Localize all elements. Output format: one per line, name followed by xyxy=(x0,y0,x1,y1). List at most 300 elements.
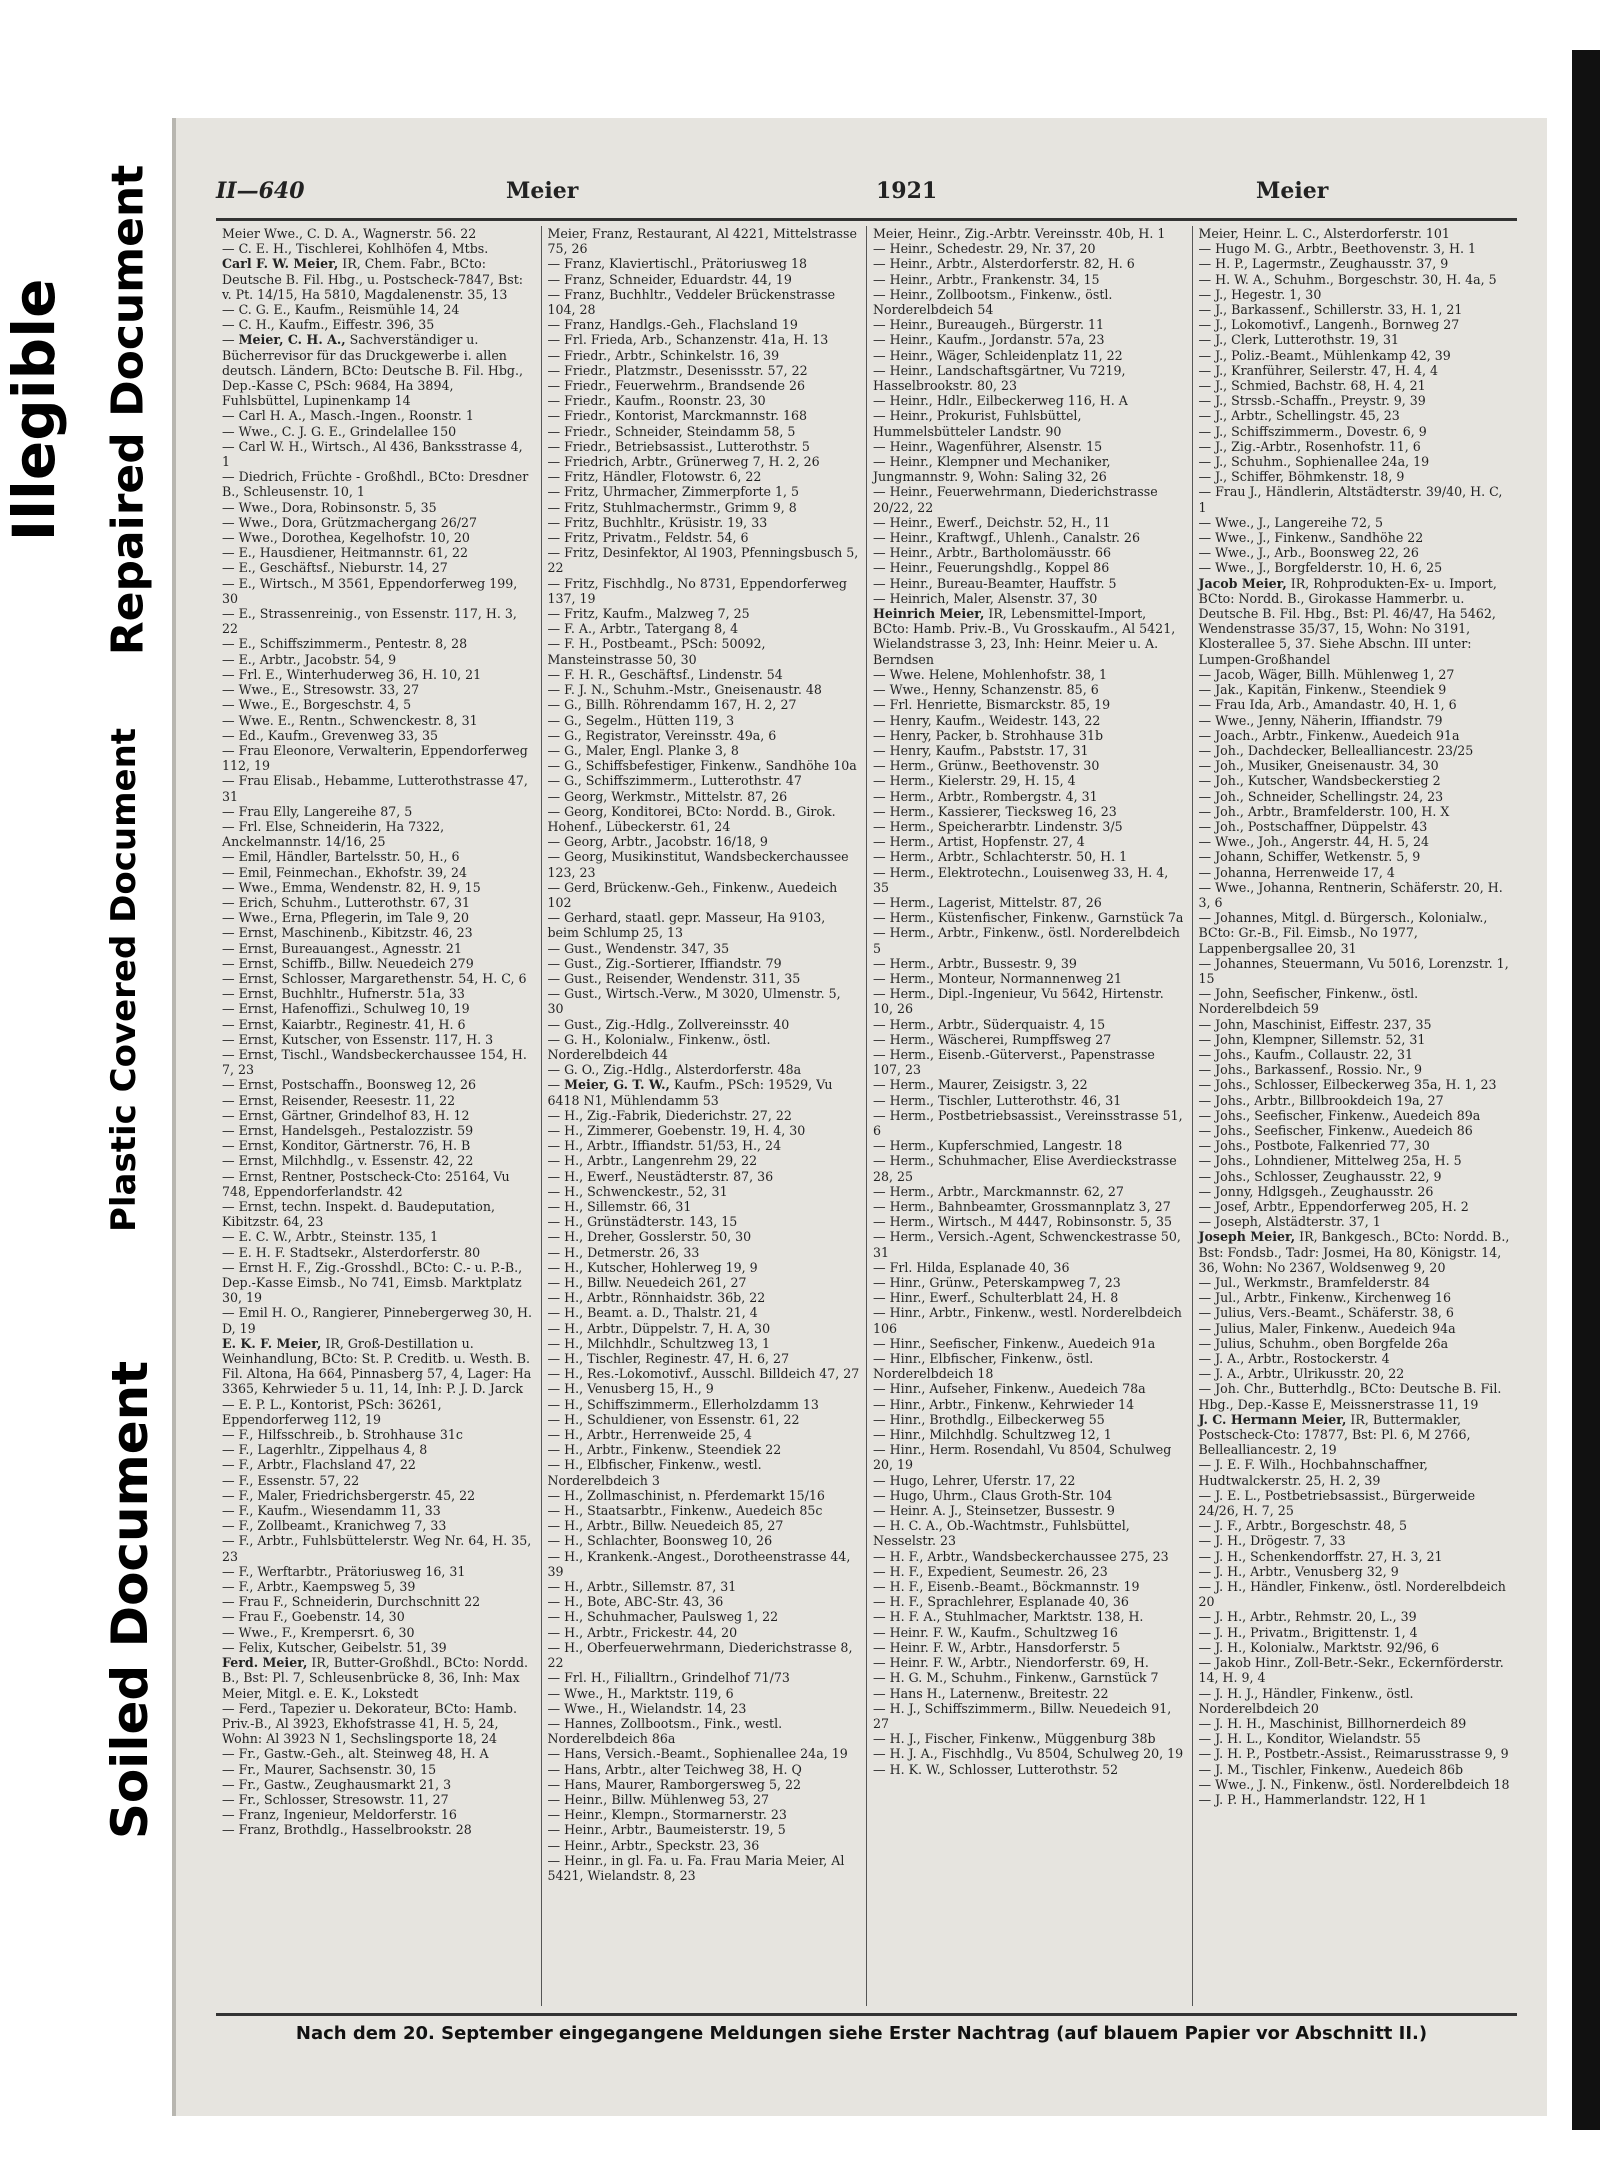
directory-entry: — E., Wirtsch., M 3561, Eppendorferweg 199, 30 xyxy=(222,575,518,606)
directory-entry: — Herm., Dipl.-Ingenieur, Vu 5642, Hirtenstr. 10, 26 xyxy=(873,986,1164,1017)
directory-entry: — H., Schiffszimmerm., Ellerholzdamm 13 xyxy=(547,1396,819,1412)
directory-entry: — Ernst, Postschaffn., Boonsweg 12, 26 xyxy=(222,1077,477,1093)
directory-entry: — Hugo, Uhrm., Claus Groth-Str. 104 xyxy=(873,1487,1113,1503)
header-name-right: Meier xyxy=(1256,178,1329,204)
directory-entry: — Joh., Arbtr., Bramfelderstr. 100, H. X xyxy=(1198,803,1450,819)
directory-entry: — Joh., Musiker, Gneisenaustr. 34, 30 xyxy=(1198,758,1439,774)
directory-entry: — Wwe. E., Rentn., Schwenckestr. 8, 31 xyxy=(222,712,478,728)
directory-entry: — H., Schlachter, Boonsweg 10, 26 xyxy=(547,1533,773,1549)
directory-entry: — Ernst, Konditor, Gärtnerstr. 76, H. B xyxy=(222,1138,471,1154)
directory-entry: — Hans, Versich.-Beamt., Sophienallee 24a, 19 xyxy=(547,1746,848,1762)
directory-entry: — Johs., Schlosser, Zeughausstr. 22, 9 xyxy=(1198,1168,1442,1184)
directory-entry: — H., Beamt. a. D., Thalstr. 21, 4 xyxy=(547,1305,758,1321)
directory-entry: — Heinr., Landschaftsgärtner, Vu 7219, Hasselbrookstr. 80, 23 xyxy=(873,362,1126,394)
directory-entry: — Jacob, Wäger, Billh. Mühlenweg 1, 27 xyxy=(1198,666,1455,682)
directory-entry: — Friedr., Betriebsassist., Lutterothstr. 5 xyxy=(547,438,810,454)
directory-entry: — Joh., Dachdecker, Bellealliancestr. 23/25 xyxy=(1198,742,1474,758)
directory-entry: — H. P., Lagermstr., Zeughausstr. 37, 9 xyxy=(1198,256,1449,272)
directory-entry: — Ernst, Tischl., Wandsbeckerchaussee 154, H. 7, 23 xyxy=(222,1046,527,1078)
directory-entry: — H. C. A., Ob.-Wachtmstr., Fuhlsbüttel, Nesselstr. 23 xyxy=(873,1518,1130,1549)
directory-entry: — H., Staatsarbtr., Finkenw., Auedeich 85c xyxy=(547,1503,823,1519)
directory-entry: — Ernst, Reisender, Reesestr. 11, 22 xyxy=(222,1092,456,1108)
directory-entry: Joseph Meier, IR, Bankgesch., BCto: Nordd. B., Bst: Fondsb., Tadr: Josmei, Ha 80, Königstr. 14, 36, Wohn: No 2367, Woldsenweg 9, 20 xyxy=(1198,1229,1510,1275)
directory-entry: — Ernst, Maschinenb., Kibitzstr. 46, 23 xyxy=(222,925,473,941)
directory-entry: — G., Segelm., Hütten 119, 3 xyxy=(547,712,735,728)
directory-entry: — Emil, Händler, Bartelsstr. 50, H., 6 xyxy=(222,849,460,865)
directory-entry: — Heinr., Wagenführer, Alsenstr. 15 xyxy=(873,438,1103,454)
directory-entry: — Heinr., Wäger, Schleidenplatz 11, 22 xyxy=(873,347,1123,363)
directory-entry: — H., Oberfeuerwehrmann, Diederichstrasse 8, 22 xyxy=(547,1639,853,1671)
directory-entry: — J., Hegestr. 1, 30 xyxy=(1198,286,1322,302)
directory-entry: — H., Zollmaschinist, n. Pferdemarkt 15/16 xyxy=(547,1487,825,1503)
directory-entry: — H., Dreher, Gosslerstr. 50, 30 xyxy=(547,1229,752,1245)
scan-edge-bar xyxy=(1572,50,1600,2130)
directory-entry: — G., Maler, Engl. Planke 3, 8 xyxy=(547,742,739,758)
directory-entry: — Franz, Brothdlg., Hasselbrookstr. 28 xyxy=(222,1822,472,1838)
directory-entry: — Gerd, Brückenw.-Geh., Finkenw., Auedeich 102 xyxy=(547,879,838,910)
directory-entry: — Jak., Kapitän, Finkenw., Steendiek 9 xyxy=(1198,682,1447,698)
directory-entry: — F. H. R., Geschäftsf., Lindenstr. 54 xyxy=(547,666,783,682)
directory-entry: — J. H., Privatm., Brigittenstr. 1, 4 xyxy=(1198,1624,1418,1640)
directory-entry: — Herm., Arbtr., Bussestr. 9, 39 xyxy=(873,955,1077,971)
directory-entry: Jacob Meier, IR, Rohprodukten-Ex- u. Import, BCto: Nordd. B., Girokasse Hammerbr. u. Deutsche B. Fil. Hbg., Bst: Pl. 46/47, Ha 5462, Wendenstrasse 35/37, 15, Wohn: No 3191, Klosterallee 5, 37. Siehe Abschn. III unter: Lumpen-Großhandel xyxy=(1198,575,1497,667)
directory-entry: — J., Schuhm., Sophienallee 24a, 19 xyxy=(1198,454,1430,470)
directory-entry: — Herm., Monteur, Normannenweg 21 xyxy=(873,970,1123,986)
directory-entry: — Gust., Zig.-Hdlg., Zollvereinsstr. 40 xyxy=(547,1016,790,1032)
directory-entry: — H. J. A., Fischhdlg., Vu 8504, Schulweg 20, 19 xyxy=(873,1746,1184,1762)
directory-entry: — Hinr., Milchhdlg. Schultzweg 12, 1 xyxy=(873,1427,1112,1443)
directory-entry: — H., Arbtr., Iffiandstr. 51/53, H., 24 xyxy=(547,1138,782,1154)
directory-entry: — Heinr., Feuerwehrmann, Diederichstrasse 20/22, 22 xyxy=(873,484,1158,515)
directory-entry: — Hinr., Ewerf., Schulterblatt 24, H. 8 xyxy=(873,1290,1119,1306)
directory-entry: — J., Arbtr., Schellingstr. 45, 23 xyxy=(1198,408,1400,424)
header-rule xyxy=(216,218,1517,221)
directory-entry: — J., Schmied, Bachstr. 68, H. 4, 21 xyxy=(1198,378,1426,394)
directory-entry: — Wwe., Erna, Pflegerin, im Tale 9, 20 xyxy=(222,910,470,926)
directory-entry: — J. H., Drögestr. 7, 33 xyxy=(1198,1533,1346,1549)
directory-entry: — Hans H., Laternenw., Breitestr. 22 xyxy=(873,1685,1109,1701)
directory-entry: J. C. Hermann Meier, IR, Buttermakler, Postscheck-Cto: 17877, Bst: Pl. 6, M 2766, Bellealliancestr. 2, 19 xyxy=(1198,1411,1471,1458)
directory-entry: — Herm., Küstenfischer, Finkenw., Garnstück 7a xyxy=(873,910,1184,926)
directory-entry: — C. E. H., Tischlerei, Kohlhöfen 4, Mtbs. xyxy=(222,241,489,257)
directory-entry: — Hinr., Brothdlg., Eilbeckerweg 55 xyxy=(873,1411,1105,1427)
directory-entry: — Frl. Else, Schneiderin, Ha 7322, Anckelmannstr. 14/16, 25 xyxy=(222,818,445,850)
directory-entry: — John, Maschinist, Eiffestr. 237, 35 xyxy=(1198,1016,1432,1032)
directory-entry: — Herm., Versich.-Agent, Schwenckestrasse 50, 31 xyxy=(873,1229,1181,1260)
directory-entry: — Fritz, Desinfektor, Al 1903, Pfenningsbusch 5, 22 xyxy=(547,545,859,576)
directory-entry: — Erich, Schuhm., Lutterothstr. 67, 31 xyxy=(222,894,471,910)
directory-entry: — Frau F., Schneiderin, Durchschnitt 22 xyxy=(222,1594,481,1610)
directory-entry: — J. A., Arbtr., Ulrikusstr. 20, 22 xyxy=(1198,1366,1405,1382)
directory-entry: — Heinr. F. W., Arbtr., Hansdorferstr. 5 xyxy=(873,1639,1121,1655)
directory-entry: — Gust., Wendenstr. 347, 35 xyxy=(547,940,730,956)
directory-entry: — Heinr., Kraftwgf., Uhlenh., Canalstr. 26 xyxy=(873,530,1140,546)
directory-entry: — Heinr., Hdlr., Eilbeckerweg 116, H. A xyxy=(873,393,1128,409)
directory-entry: — Johs., Arbtr., Billbrookdeich 19a, 27 xyxy=(1198,1092,1444,1108)
directory-entry: — Wwe., Dora, Robinsonstr. 5, 35 xyxy=(222,499,437,515)
directory-entry: — J., Schiffer, Böhmkenstr. 18, 9 xyxy=(1198,469,1405,485)
directory-entry: — Wwe., Henny, Schanzenstr. 85, 6 xyxy=(873,682,1099,698)
directory-entry: Heinrich Meier, IR, Lebensmittel-Import, BCto: Hamb. Priv.-B., Vu Grosskaufm., Al 5421, Wielandstrasse 3, 23, Inh: Heinr. Meier u. A. Berndsen xyxy=(873,606,1176,667)
directory-entry: Meier, Heinr. L. C., Alsterdorferstr. 101 xyxy=(1198,226,1450,241)
directory-entry: — Herm., Artist, Hopfenstr. 27, 4 xyxy=(873,834,1085,850)
page-number: II—640 xyxy=(216,178,305,204)
directory-entry: — E. H. F. Stadtsekr., Alsterdorferstr. 80 xyxy=(222,1244,481,1260)
directory-entry: — Frau Ida, Arb., Amandastr. 40, H. 1, 6 xyxy=(1198,697,1457,713)
directory-entry: — Frl. Henriette, Bismarckstr. 85, 19 xyxy=(873,697,1111,713)
directory-entry: — Fritz, Uhrmacher, Zimmerpforte 1, 5 xyxy=(547,484,800,500)
directory-entry: — H., Arbtr., Rönnhaidstr. 36b, 22 xyxy=(547,1290,766,1306)
directory-entry: — Friedr., Feuerwehrm., Brandsende 26 xyxy=(547,378,805,394)
header-name-left: Meier xyxy=(506,178,579,204)
directory-entry: — Johs., Lohndiener, Mittelweg 25a, H. 5 xyxy=(1198,1153,1462,1169)
directory-entry: Meier, Franz, Restaurant, Al 4221, Mittelstrasse 75, 26 xyxy=(547,226,857,257)
entry-columns xyxy=(216,226,1517,2006)
directory-entry: — H. F., Arbtr., Wandsbeckerchaussee 275, 23 xyxy=(873,1548,1169,1564)
directory-entry: — H., Zimmerer, Goebenstr. 19, H. 4, 30 xyxy=(547,1122,806,1138)
directory-entry: — J. H. P., Postbetr.-Assist., Reimarusstrasse 9, 9 xyxy=(1198,1746,1509,1762)
directory-entry: — J., Poliz.-Beamt., Mühlenkamp 42, 39 xyxy=(1198,347,1451,363)
directory-entry: — Ernst, Hafenoffizi., Schulweg 10, 19 xyxy=(222,1001,470,1017)
directory-entry: — Herm., Wirtsch., M 4447, Robinsonstr. 5, 35 xyxy=(873,1214,1173,1230)
directory-entry: — Herm., Wäscherei, Rumpffsweg 27 xyxy=(873,1031,1112,1047)
directory-entry: — Hinr., Aufseher, Finkenw., Auedeich 78a xyxy=(873,1381,1146,1397)
directory-entry: — Ferd., Tapezier u. Dekorateur, BCto: Hamb. Priv.-B., Al 3923, Ekhofstrasse 41, H. 5, 24, Wohn: Al 3923 N 1, Sechslingsporte 18, 24 xyxy=(222,1700,517,1747)
directory-entry: — F. A., Arbtr., Tatergang 8, 4 xyxy=(547,621,739,637)
directory-entry: — H. F. A., Stuhlmacher, Marktstr. 138, H. xyxy=(873,1609,1144,1625)
directory-entry: — H., Arbtr., Herrenweide 25, 4 xyxy=(547,1427,752,1443)
directory-entry: — Emil H. O., Rangierer, Pinnebergerweg 30, H. D, 19 xyxy=(222,1305,532,1336)
directory-entry: — Joh., Schneider, Schellingstr. 24, 23 xyxy=(1198,788,1444,804)
directory-entry: — Herm., Lagerist, Mittelstr. 87, 26 xyxy=(873,894,1102,910)
directory-entry: — Georg, Werkmstr., Mittelstr. 87, 26 xyxy=(547,788,788,804)
directory-entry: — Wwe., J., Finkenw., Sandhöhe 22 xyxy=(1198,530,1424,546)
directory-entry: — F., Essenstr. 57, 22 xyxy=(222,1472,360,1488)
directory-entry: — H. F., Sprachlehrer, Esplanade 40, 36 xyxy=(873,1594,1129,1610)
directory-entry: — J. H. L., Konditor, Wielandstr. 55 xyxy=(1198,1731,1421,1747)
directory-entry: — Ernst, Kutscher, von Essenstr. 117, H. 3 xyxy=(222,1031,494,1047)
directory-entry: — F., Werftarbtr., Prätoriusweg 16, 31 xyxy=(222,1563,466,1579)
directory-entry: — E. P. L., Kontorist, PSch: 36261, Eppendorferweg 112, 19 xyxy=(222,1396,442,1427)
directory-entry: — H., Billw. Neuedeich 261, 27 xyxy=(547,1275,747,1291)
directory-entry: — Herm., Arbtr., Finkenw., östl. Norderelbdeich 5 xyxy=(873,925,1180,956)
directory-entry: — Joseph, Alstädterstr. 37, 1 xyxy=(1198,1214,1381,1230)
directory-entry: — Carl H. A., Masch.-Ingen., Roonstr. 1 xyxy=(222,408,474,424)
directory-entry: — H., Arbtr., Sillemstr. 87, 31 xyxy=(547,1579,737,1595)
directory-entry: — F., Hilfsschreib., b. Strohhause 31c xyxy=(222,1427,463,1443)
directory-entry: — E., Schiffszimmerm., Pentestr. 8, 28 xyxy=(222,636,468,652)
directory-entry: — Julius, Maler, Finkenw., Auedeich 94a xyxy=(1198,1320,1456,1336)
directory-entry: — G., Billh. Röhrendamm 167, H. 2, 27 xyxy=(547,697,797,713)
directory-entry: — Heinr., Arbtr., Speckstr. 23, 36 xyxy=(547,1837,760,1853)
directory-entry: — Jul., Arbtr., Finkenw., Kirchenweg 16 xyxy=(1198,1290,1452,1306)
label-soiled-document: Soiled Document xyxy=(101,1360,159,1840)
directory-entry: — H., Elbfischer, Finkenw., westl. Norderelbdeich 3 xyxy=(547,1457,762,1488)
label-plastic-covered-document: Plastic Covered Document xyxy=(104,727,144,1233)
directory-entry: — Josef, Arbtr., Eppendorferweg 205, H. 2 xyxy=(1198,1199,1469,1214)
directory-entry: — J., Schiffszimmerm., Dovestr. 6, 9 xyxy=(1198,423,1427,439)
directory-entry: — Joh. Chr., Butterhdlg., BCto: Deutsche B. Fil. Hbg., Dep.-Kasse E, Meissnerstrasse 11, 19 xyxy=(1198,1381,1502,1412)
directory-entry: — Heinr., Arbtr., Baumeisterstr. 19, 5 xyxy=(547,1822,786,1838)
column-2 xyxy=(542,226,868,2006)
directory-entry: — E., Arbtr., Jacobstr. 54, 9 xyxy=(222,651,397,667)
directory-entry: — Carl W. H., Wirtsch., Al 436, Banksstrasse 4, 1 xyxy=(222,438,523,470)
directory-entry: — Johs., Barkassenf., Rossio. Nr., 9 xyxy=(1198,1062,1423,1078)
directory-entry: — Heinr., Bureaugeh., Bürgerstr. 11 xyxy=(873,317,1105,333)
label-repaired-document: Repaired Document xyxy=(102,164,154,656)
directory-entry: — H. F., Eisenb.-Beamt., Böckmannstr. 19 xyxy=(873,1579,1140,1595)
directory-entry: — Johann, Schiffer, Wetkenstr. 5, 9 xyxy=(1198,849,1421,865)
directory-entry: — Friedr., Arbtr., Schinkelstr. 16, 39 xyxy=(547,347,780,363)
directory-entry: — Heinr., Arbtr., Frankenstr. 34, 15 xyxy=(873,271,1100,287)
header-year: 1921 xyxy=(876,178,938,204)
directory-entry: — E., Strassenreinig., von Essenstr. 117, H. 3, 22 xyxy=(222,606,517,637)
directory-entry: — Ernst, Schlosser, Margarethenstr. 54, H. C, 6 xyxy=(222,970,527,986)
directory-entry: — Georg, Arbtr., Jacobstr. 16/18, 9 xyxy=(547,834,768,850)
directory-entry: — Johs., Schlosser, Eilbeckerweg 35a, H. 1, 23 xyxy=(1198,1077,1497,1093)
directory-entry: — Heinr., Schedestr. 29, Nr. 37, 20 xyxy=(873,241,1096,257)
label-illegible: Illegible xyxy=(0,278,68,542)
directory-entry: — Frau Elly, Langereihe 87, 5 xyxy=(222,803,413,819)
directory-entry: — H. G. M., Schuhm., Finkenw., Garnstück 7 xyxy=(873,1670,1159,1686)
directory-entry: — Fritz, Kaufm., Malzweg 7, 25 xyxy=(547,606,750,622)
directory-entry: Meier Wwe., C. D. A., Wagnerstr. 56. 22 xyxy=(222,226,477,241)
directory-entry: — H., Ewerf., Neustädterstr. 87, 36 xyxy=(547,1168,774,1184)
directory-entry: — Julius, Schuhm., oben Borgfelde 26a xyxy=(1198,1335,1449,1351)
directory-entry: — Wwe., Emma, Wendenstr. 82, H. 9, 15 xyxy=(222,879,481,895)
directory-entry: — Heinrich, Maler, Alsenstr. 37, 30 xyxy=(873,590,1098,606)
directory-entry: — Herm., Grünw., Beethovenstr. 30 xyxy=(873,758,1100,774)
directory-entry: — G. H., Kolonialw., Finkenw., östl. Norderelbdeich 44 xyxy=(547,1031,771,1062)
directory-entry: — Frl. E., Winterhuderweg 36, H. 10, 21 xyxy=(222,666,482,682)
directory-entry: — H., Krankenk.-Angest., Dorotheenstrasse 44, 39 xyxy=(547,1548,851,1579)
column-3 xyxy=(867,226,1193,2006)
directory-entry: — J., Kranführer, Seilerstr. 47, H. 4, 4 xyxy=(1198,362,1439,378)
directory-entry: — H., Detmerstr. 26, 33 xyxy=(547,1244,700,1260)
directory-entry: — Wwe., E., Stresowstr. 33, 27 xyxy=(222,682,420,698)
directory-entry: — Hans, Arbtr., alter Teichweg 38, H. Q xyxy=(547,1761,802,1777)
directory-entry: — Heinr., Ewerf., Deichstr. 52, H., 11 xyxy=(873,514,1111,530)
directory-entry: — H., Arbtr., Frickestr. 44, 20 xyxy=(547,1624,738,1640)
directory-entry: — Ernst, Buchhltr., Hufnerstr. 51a, 33 xyxy=(222,986,465,1002)
directory-entry: — H., Tischler, Reginestr. 47, H. 6, 27 xyxy=(547,1351,790,1367)
directory-entry: — Herm., Kassierer, Tiecksweg 16, 23 xyxy=(873,803,1117,819)
directory-entry: — J. E. L., Postbetriebsassist., Bürgerweide 24/26, H. 7, 25 xyxy=(1198,1487,1476,1519)
directory-entry: — H., Sillemstr. 66, 31 xyxy=(547,1199,692,1214)
directory-entry: — Georg, Musikinstitut, Wandsbeckerchaussee 123, 23 xyxy=(547,849,849,880)
directory-entry: — H., Arbtr., Düppelstr. 7, H. A, 30 xyxy=(547,1320,771,1336)
directory-entry: — Diedrich, Früchte - Großhdl., BCto: Dresdner B., Schleusenstr. 10, 1 xyxy=(222,469,529,500)
directory-entry: — Heinr., Kaufm., Jordanstr. 57a, 23 xyxy=(873,332,1105,348)
directory-entry: — Joach., Arbtr., Finkenw., Auedeich 91a xyxy=(1198,727,1460,743)
directory-entry: — Herm., Arbtr., Marckmannstr. 62, 27 xyxy=(873,1183,1124,1199)
directory-entry: — Emil, Feinmechan., Ekhofstr. 39, 24 xyxy=(222,864,468,880)
directory-entry: — Franz, Ingenieur, Meldorferstr. 16 xyxy=(222,1807,457,1823)
directory-entry: — H., Arbtr., Langenrehm 29, 22 xyxy=(547,1153,758,1169)
directory-entry: — Ernst, techn. Inspekt. d. Baudeputation, Kibitzstr. 64, 23 xyxy=(222,1199,495,1230)
directory-entry: — Herm., Arbtr., Schlachterstr. 50, H. 1 xyxy=(873,849,1128,865)
directory-entry: — Meier, C. H. A., Sachverständiger u. Bücherrevisor für das Druckgewerbe i. allen deutsch. Ländern, BCto: Deutsche B. Fil. Hbg., Dep.-Kasse C, PSch: 9684, Ha 3894, Fuhlsbüttel, Lupinenkamp 14 xyxy=(222,332,523,409)
directory-entry: — H. F., Expedient, Seumestr. 26, 23 xyxy=(873,1563,1108,1579)
directory-entry: — Hinr., Arbtr., Finkenw., westl. Norderelbdeich 106 xyxy=(873,1305,1182,1336)
directory-entry: — Gust., Zig.-Sortierer, Iffiandstr. 79 xyxy=(547,955,782,971)
directory-entry: — Wwe., H., Marktstr. 119, 6 xyxy=(547,1685,734,1701)
directory-entry: — Heinr., Prokurist, Fuhlsbüttel, Hummelsbütteler Landstr. 90 xyxy=(873,408,1082,439)
directory-entry: — Ernst, Handelsgeh., Pestalozzistr. 59 xyxy=(222,1122,474,1138)
page-header xyxy=(216,178,1517,214)
directory-entry: — Wwe. Helene, Mohlenhofstr. 38, 1 xyxy=(873,666,1108,682)
directory-entry: — J. A., Arbtr., Rostockerstr. 4 xyxy=(1198,1351,1390,1367)
directory-entry: — E., Geschäftsf., Nieburstr. 14, 27 xyxy=(222,560,448,576)
directory-entry: — Friedr., Schneider, Steindamm 58, 5 xyxy=(547,423,796,439)
directory-entry: — F. J. N., Schuhm.-Mstr., Gneisenaustr. 48 xyxy=(547,682,822,698)
directory-entry: — F., Arbtr., Flachsland 47, 22 xyxy=(222,1457,416,1473)
directory-entry: — J. H., Arbtr., Venusberg 32, 9 xyxy=(1198,1563,1399,1579)
directory-entry: — H. K. W., Schlosser, Lutterothstr. 52 xyxy=(873,1761,1119,1777)
directory-entry: — Heinr., Billw. Mühlenweg 53, 27 xyxy=(547,1791,770,1807)
directory-entry: — Heinr., Feuerungshdlg., Koppel 86 xyxy=(873,560,1110,576)
directory-entry: — Hugo M. G., Arbtr., Beethovenstr. 3, H. 1 xyxy=(1198,241,1477,257)
directory-entry: — Jakob Hinr., Zoll-Betr.-Sekr., Eckernförderstr. 14, H. 9, 4 xyxy=(1198,1655,1504,1686)
directory-entry: — Frl. Frieda, Arb., Schanzenstr. 41a, H. 13 xyxy=(547,332,829,348)
directory-entry: — C. G. E., Kaufm., Reismühle 14, 24 xyxy=(222,302,460,318)
directory-entry: — J., Barkassenf., Schillerstr. 33, H. 1, 21 xyxy=(1198,302,1463,318)
directory-entry: — F., Zollbeamt., Kranichweg 7, 33 xyxy=(222,1518,447,1534)
directory-entry: — Fr., Maurer, Sachsenstr. 30, 15 xyxy=(222,1761,437,1777)
directory-entry: — F., Kaufm., Wiesendamm 11, 33 xyxy=(222,1503,441,1519)
directory-entry: — J. H., Arbtr., Rehmstr. 20, L., 39 xyxy=(1198,1609,1417,1625)
directory-entry: — Wwe., C. J. G. E., Grindelallee 150 xyxy=(222,423,457,439)
directory-entry: — Frl. Hilda, Esplanade 40, 36 xyxy=(873,1259,1070,1275)
directory-entry: — Heinr., Klempn., Stormarnerstr. 23 xyxy=(547,1807,787,1823)
directory-entry: — J., Zig.-Arbtr., Rosenhofstr. 11, 6 xyxy=(1198,438,1421,454)
directory-entry: — Herm., Elektrotechn., Louisenweg 33, H. 4, 35 xyxy=(873,864,1169,895)
directory-entry: — Ernst, Schiffb., Billw. Neuedeich 279 xyxy=(222,955,474,971)
directory-entry: — H., Schuhmacher, Paulsweg 1, 22 xyxy=(547,1609,779,1625)
directory-entry: — H. W. A., Schuhm., Borgeschstr. 30, H. 4a, 5 xyxy=(1198,271,1497,287)
directory-entry: — G., Registrator, Vereinsstr. 49a, 6 xyxy=(547,727,777,743)
directory-entry: — Wwe., F., Krempersrt. 6, 30 xyxy=(222,1624,415,1640)
directory-entry: — H., Schwenckestr., 52, 31 xyxy=(547,1183,728,1199)
directory-entry: — Fritz, Händler, Flotowstr. 6, 22 xyxy=(547,469,762,485)
directory-entry: — J. F., Arbtr., Borgeschstr. 48, 5 xyxy=(1198,1518,1408,1534)
directory-entry: — Hinr., Herm. Rosendahl, Vu 8504, Schulweg 20, 19 xyxy=(873,1442,1172,1473)
directory-entry: — Wwe., Jenny, Näherin, Iffiandstr. 79 xyxy=(1198,712,1443,728)
directory-entry: — Heinr. F. W., Kaufm., Schultzweg 16 xyxy=(873,1624,1118,1640)
directory-entry: — Wwe., Joh., Angerstr. 44, H. 5, 24 xyxy=(1198,834,1430,850)
directory-entry: — Wwe., Dorothea, Kegelhofstr. 10, 20 xyxy=(222,530,470,546)
directory-entry: — J., Lokomotivf., Langenh., Bornweg 27 xyxy=(1198,317,1460,333)
directory-entry: — Heinr. F. W., Arbtr., Niendorferstr. 69, H. xyxy=(873,1655,1149,1671)
directory-entry: Meier, Heinr., Zig.-Arbtr. Vereinsstr. 40b, H. 1 xyxy=(873,226,1166,241)
directory-entry: — J. H., Schenkendorffstr. 27, H. 3, 21 xyxy=(1198,1548,1443,1564)
directory-entry: — H., Grünstädterstr. 143, 15 xyxy=(547,1214,738,1230)
directory-entry: — Herm., Tischler, Lutterothstr. 46, 31 xyxy=(873,1092,1122,1108)
directory-entry: — Heinr., Arbtr., Bartholomäusstr. 66 xyxy=(873,545,1112,561)
directory-entry: — John, Klempner, Sillemstr. 52, 31 xyxy=(1198,1031,1426,1047)
directory-entry: Carl F. W. Meier, IR, Chem. Fabr., BCto: Deutsche B. Fil. Hbg., u. Postscheck-7847, Bst: v. Pt. 14/15, Ha 5810, Magdalenenstr. 35, 13 xyxy=(222,256,524,302)
directory-entry: — Henry, Packer, b. Strohhause 31b xyxy=(873,727,1104,743)
directory-entry: — Herm., Kielerstr. 29, H. 15, 4 xyxy=(873,773,1076,789)
directory-entry: — Heinr., Bureau-Beamter, Hauffstr. 5 xyxy=(873,575,1117,591)
directory-entry: — J., Clerk, Lutterothstr. 19, 31 xyxy=(1198,332,1399,348)
directory-entry: — Wwe., Dora, Grützmachergang 26/27 xyxy=(222,514,478,530)
directory-entry: — Gust., Wirtsch.-Verw., M 3020, Ulmenstr. 5, 30 xyxy=(547,986,841,1017)
directory-entry: — Heinr., in gl. Fa. u. Fa. Frau Maria Meier, Al 5421, Wielandstr. 8, 23 xyxy=(547,1852,845,1883)
directory-entry: — Heinr., Klempner und Mechaniker, Jungmannstr. 9, Wohn: Saling 32, 26 xyxy=(873,454,1111,485)
directory-entry: — Wwe., H., Wielandstr. 14, 23 xyxy=(547,1700,747,1716)
directory-entry: — Franz, Klaviertischl., Prätoriusweg 18 xyxy=(547,256,808,272)
directory-entry: — Meier, G. T. W., Kaufm., PSch: 19529, Vu 6418 N1, Mühlendamm 53 xyxy=(547,1077,833,1108)
directory-entry: — G., Schiffsbefestiger, Finkenw., Sandhöhe 10a xyxy=(547,758,857,774)
directory-entry: — Heinr. A. J., Steinsetzer, Bussestr. 9 xyxy=(873,1503,1115,1519)
directory-entry: — Ernst, Milchhdlg., v. Essenstr. 42, 22 xyxy=(222,1153,474,1169)
directory-entry: — G. O., Zig.-Hdlg., Alsterdorferstr. 48a xyxy=(547,1062,802,1078)
side-labels xyxy=(0,0,170,2177)
directory-entry: E. K. F. Meier, IR, Groß-Destillation u. Weinhandlung, BCto: St. P. Creditb. u. Westh. B. Fil. Altona, Ha 664, Pinnasberg 57, 4, Lager: Ha 3365, Kehrwieder 5 u. 11, 14, Inh: P. J. D. Jarck xyxy=(222,1335,532,1397)
directory-entry: — Johannes, Mitgl. d. Bürgersch., Kolonialw., BCto: Gr.-B., Fil. Eimsb., No 1977, Lappenbergsallee 20, 31 xyxy=(1198,910,1488,956)
directory-entry: — H., Venusberg 15, H., 9 xyxy=(547,1381,714,1397)
directory-entry: — Herm., Bahnbeamter, Grossmannplatz 3, 27 xyxy=(873,1199,1171,1214)
directory-entry: — Ernst H. F., Zig.-Grosshdl., BCto: C.- u. P.-B., Dep.-Kasse Eimsb., No 741, Eimsb. Marktplatz 30, 19 xyxy=(222,1259,523,1306)
directory-entry: — Wwe., J., Arb., Boonsweg 22, 26 xyxy=(1198,545,1419,561)
directory-entry: — Franz, Schneider, Eduardstr. 44, 19 xyxy=(547,271,792,287)
directory-entry: — H., Milchhdlr., Schultzweg 13, 1 xyxy=(547,1335,771,1351)
directory-entry: — J., Strssb.-Schaffn., Preystr. 9, 39 xyxy=(1198,393,1426,409)
directory-entry: — Herm., Arbtr., Rombergstr. 4, 31 xyxy=(873,788,1098,804)
directory-entry: — Herm., Speicherarbtr. Lindenstr. 3/5 xyxy=(873,818,1123,834)
directory-entry: — Georg, Konditorei, BCto: Nordd. B., Girok. Hohenf., Lübeckerstr. 61, 24 xyxy=(547,803,836,834)
directory-entry: — Hannes, Zollbootsm., Fink., westl. Norderelbdeich 86a xyxy=(547,1715,783,1747)
directory-entry: — Hinr., Arbtr., Finkenw., Kehrwieder 14 xyxy=(873,1396,1135,1412)
directory-entry: — Jul., Werkmstr., Bramfelderstr. 84 xyxy=(1198,1275,1431,1291)
directory-entry: — Gerhard, staatl. gepr. Masseur, Ha 9103, beim Schlump 25, 13 xyxy=(547,910,826,941)
directory-entry: — Frau J., Händlerin, Altstädterstr. 39/40, H. C, 1 xyxy=(1198,484,1503,515)
directory-entry: — J. H. J., Händler, Finkenw., östl. Norderelbdeich 20 xyxy=(1198,1685,1414,1716)
directory-entry: — F., Arbtr., Kaempsweg 5, 39 xyxy=(222,1579,416,1595)
directory-entry: — Fritz, Buchhltr., Krüsistr. 19, 33 xyxy=(547,514,768,530)
directory-entry: — F., Lagerhltr., Zippelhaus 4, 8 xyxy=(222,1442,428,1458)
footer-note: Nach dem 20. September eingegangene Meldungen siehe Erster Nachtrag (auf blauem Papier vor Abschnitt II.) xyxy=(295,2023,1428,2044)
directory-entry: — Friedr., Kontorist, Marckmannstr. 168 xyxy=(547,408,808,424)
directory-entry: — H., Kutscher, Hohlerweg 19, 9 xyxy=(547,1259,758,1275)
directory-entry: — Hans, Maurer, Ramborgersweg 5, 22 xyxy=(547,1776,802,1792)
directory-entry: — Fritz, Privatm., Feldstr. 54, 6 xyxy=(547,530,749,546)
directory-entry: — Fr., Schlosser, Stresowstr. 11, 27 xyxy=(222,1791,449,1807)
directory-entry: — C. H., Kaufm., Eiffestr. 396, 35 xyxy=(222,317,435,333)
directory-entry: — Ernst, Rentner, Postscheck-Cto: 25164, Vu 748, Eppendorferlandstr. 42 xyxy=(222,1168,510,1199)
directory-entry: — Herm., Eisenb.-Güterverst., Papenstrasse 107, 23 xyxy=(873,1046,1155,1078)
directory-entry: — Joh., Postschaffner, Düppelstr. 43 xyxy=(1198,818,1428,834)
directory-entry: — F., Maler, Friedrichsbergerstr. 45, 22 xyxy=(222,1487,476,1503)
directory-entry: — Ernst, Kaiarbtr., Reginestr. 41, H. 6 xyxy=(222,1016,466,1032)
directory-entry: Ferd. Meier, IR, Butter-Großhdl., BCto: Nordd. B., Bst: Pl. 7, Schleusenbrücke 8, 36, Inh: Max Meier, Mitgl. e. E. K., Lokstedt xyxy=(222,1655,529,1701)
directory-entry: — Hinr., Seefischer, Finkenw., Auedeich 91a xyxy=(873,1335,1156,1351)
directory-entry: — Franz, Buchhltr., Veddeler Brückenstrasse 104, 28 xyxy=(547,286,836,318)
directory-entry: — H., Arbtr., Billw. Neuedeich 85, 27 xyxy=(547,1518,784,1534)
directory-entry: — Herm., Arbtr., Süderquaistr. 4, 15 xyxy=(873,1016,1106,1032)
directory-entry: — H. J., Fischer, Finkenw., Müggenburg 38b xyxy=(873,1731,1156,1747)
directory-entry: — Hinr., Elbfischer, Finkenw., östl. Norderelbdeich 18 xyxy=(873,1351,1094,1382)
directory-entry: — Ernst, Bureauangest., Agnesstr. 21 xyxy=(222,940,462,956)
directory-entry: — Fritz, Fischhdlg., No 8731, Eppendorferweg 137, 19 xyxy=(547,575,847,606)
directory-entry: — Johs., Kaufm., Collaustr. 22, 31 xyxy=(1198,1046,1414,1062)
directory-entry: — Friedr., Kaufm., Roonstr. 23, 30 xyxy=(547,393,766,409)
directory-entry: — H., Zig.-Fabrik, Diederichstr. 27, 22 xyxy=(547,1107,792,1123)
directory-entry: — J. H. H., Maschinist, Billhornerdeich 89 xyxy=(1198,1715,1467,1731)
directory-entry: — Hugo, Lehrer, Uferstr. 17, 22 xyxy=(873,1472,1076,1488)
directory-entry: — Heinr., Arbtr., Alsterdorferstr. 82, H. 6 xyxy=(873,256,1135,272)
